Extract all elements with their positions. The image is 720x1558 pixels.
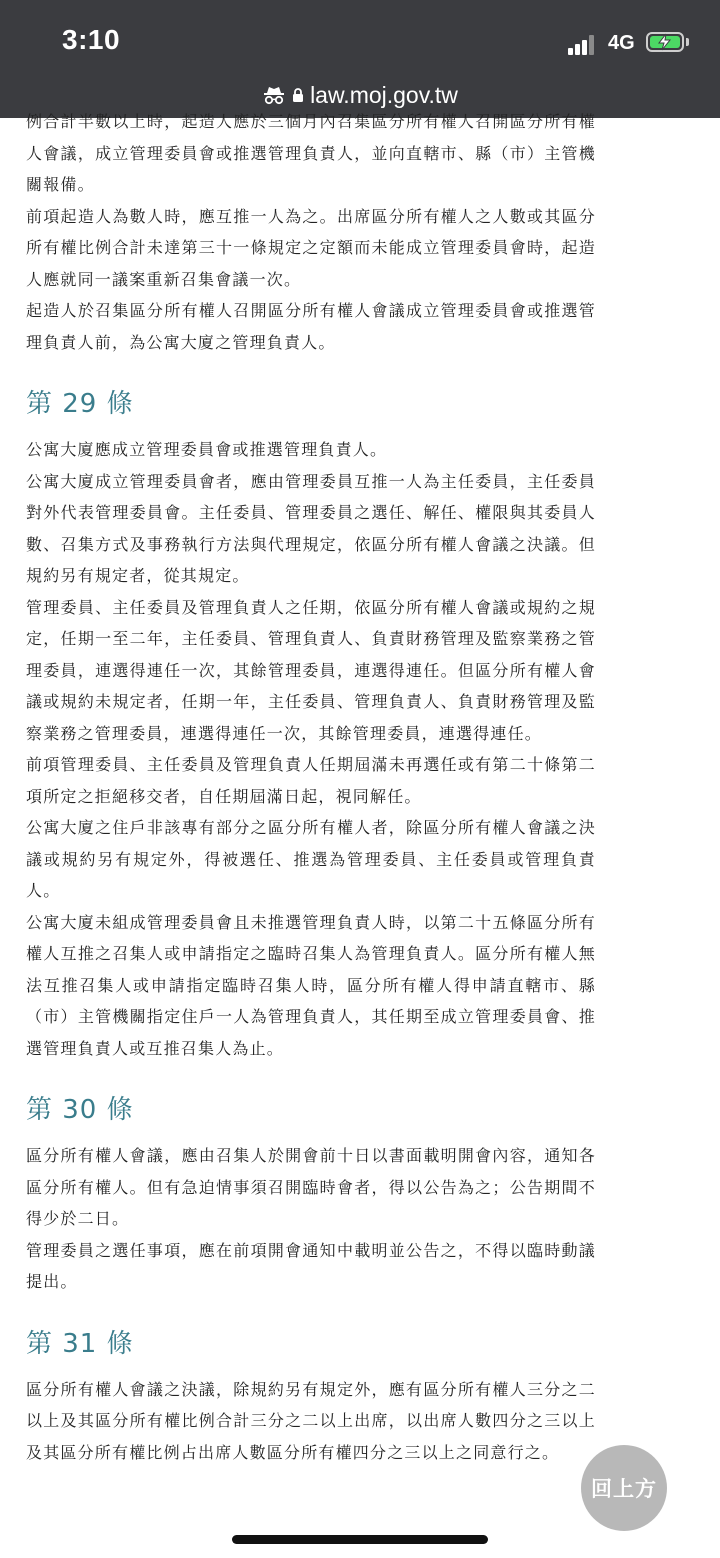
article-31: [26, 1324, 596, 1469]
article-paragraph: 區分所有權人會議之決議，除規約另有規定外，應有區分所有權人三分之二以上及其區分所有權比例合計三分之二以上出席，以出席人數四分之三以上及其區分所有權比例占出席人數區分所有權四分之三以上之同意行之。: [26, 1379, 596, 1462]
status-time: 3:10: [62, 24, 121, 55]
article-paragraph: 起造人於召集區分所有權人召開區分所有權人會議成立管理委員會或推選管理負責人前，為公寓大廈之管理負責人。: [26, 301, 596, 352]
signal-icon: [568, 33, 600, 55]
status-bar: [0, 0, 720, 80]
incognito-icon: [262, 85, 286, 105]
article-continued: [26, 106, 596, 358]
network-type: 4G: [608, 32, 635, 54]
article-paragraph: 公寓大廈應成立管理委員會或推選管理負責人。: [26, 440, 388, 459]
article-paragraph: 例合計半數以上時，起造人應於三個月內召集區分所有權人召開區分所有權人會議，成立管理委員會或推選管理負責人，並向直轄市、縣（市）主管機關報備。: [26, 112, 596, 194]
battery-icon: [646, 32, 684, 52]
article-29: [26, 384, 596, 1064]
article-paragraph: 前項起造人為數人時，應互推一人為之。出席區分所有權人之人數或其區分所有權比例合計未達第三十一條規定之定額而未能成立管理委員會時，起造人應就同一議案重新召集會議一次。: [26, 206, 596, 289]
article-paragraph: 公寓大廈未組成管理委員會且未推選管理負責人時，以第二十五條區分所有權人互推之召集人或申請指定之臨時召集人為管理負責人。區分所有權人無法互推召集人或申請指定臨時召集人時，區分所有權人得申請直轄市、縣（市）主管機關指定住戶一人為管理負責人，其任期至成立管理委員會、推選管理負責人或互推召集人為止。: [26, 912, 596, 1058]
article-paragraph: 公寓大廈成立管理委員會者，應由管理委員互推一人為主任委員，主任委員對外代表管理委員會。主任委員、管理委員之選任、解任、權限與其委員人數、召集方式及事務執行方法與代理規定，依區分所有權人會議之決議。但規約另有規定者，從其規定。: [26, 471, 596, 585]
battery-cap: [686, 38, 689, 46]
article-paragraph: 公寓大廈之住戶非該專有部分之區分所有權人者，除區分所有權人會議之決議或規約另有規定外，得被選任、推選為管理委員、主任委員或管理負責人。: [26, 818, 596, 900]
lock-icon: [292, 87, 304, 103]
url-text: law.moj.gov.tw: [310, 81, 458, 108]
article-heading: 第 30 條: [26, 1095, 134, 1125]
article-paragraph: 管理委員之選任事項，應在前項開會通知中載明並公告之，不得以臨時動議提出。: [26, 1240, 596, 1291]
scroll-to-top-button[interactable]: 回上方: [581, 1445, 667, 1531]
law-content: [26, 106, 596, 1468]
article-paragraph: 管理委員、主任委員及管理負責人之任期，依區分所有權人會議或規約之規定，任期一至二年，主任委員、管理負責人、負責財務管理及監察業務之管理委員，連選得連任一次，其餘管理委員，連選得連任。但區分所有權人會議或規約未規定者，任期一年，主任委員、管理負責人、負責財務管理及監察業務之管理委員，連選得連任一次，其餘管理委員，連選得連任。: [26, 597, 596, 743]
article-heading: 第 29 條: [26, 389, 134, 419]
article-30: [26, 1090, 596, 1298]
home-indicator[interactable]: [232, 1535, 488, 1544]
article-paragraph: 前項管理委員、主任委員及管理負責人任期屆滿未再選任或有第二十條第二項所定之拒絕移交者，自任期屆滿日起，視同解任。: [26, 755, 596, 806]
article-heading: 第 31 條: [26, 1328, 134, 1359]
article-paragraph: 區分所有權人會議，應由召集人於開會前十日以書面載明開會內容，通知各區分所有權人。但有急迫情事須召開臨時會者，得以公告為之；公告期間不得少於二日。: [26, 1146, 596, 1228]
